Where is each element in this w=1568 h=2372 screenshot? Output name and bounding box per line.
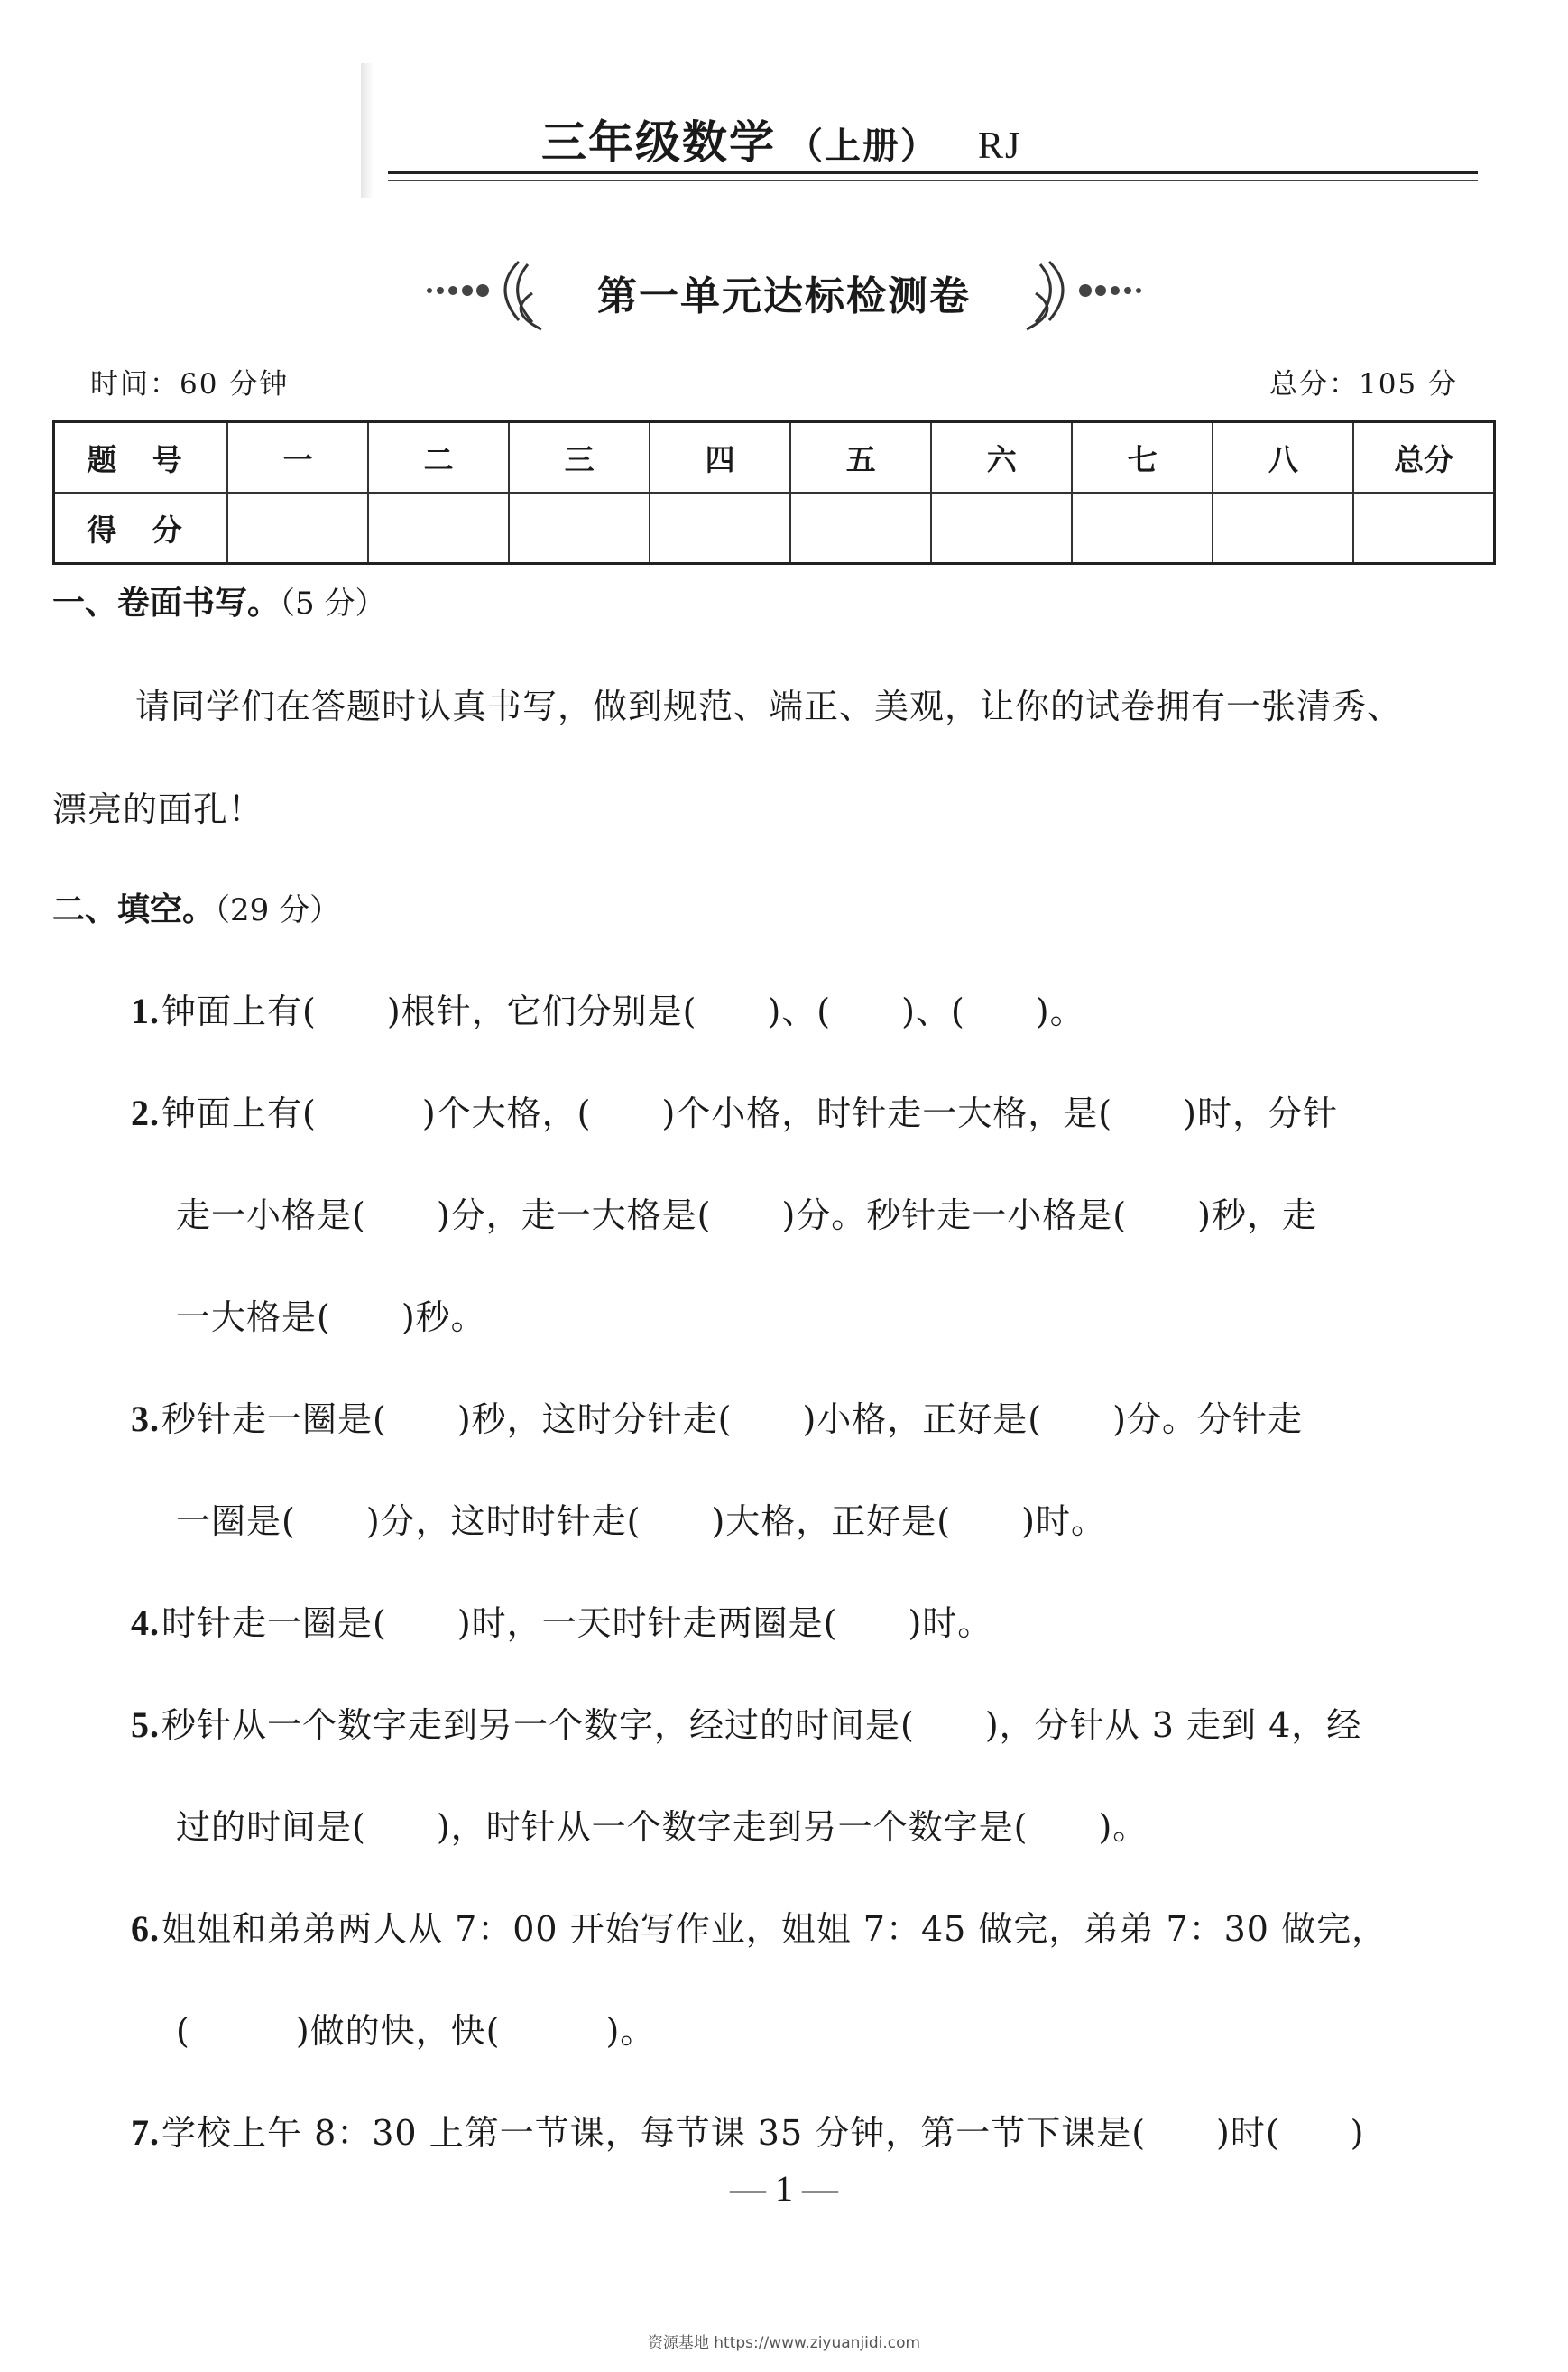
question-number: 2. <box>131 1093 160 1133</box>
section-1-heading <box>52 577 385 623</box>
page-number: — 1 — <box>730 2168 838 2209</box>
book-volume: （上册） <box>787 125 938 167</box>
row-label-question: 题 号 <box>54 422 228 494</box>
book-edition: RJ <box>978 125 1022 167</box>
row-label-score: 得 分 <box>54 493 228 564</box>
col-header-5: 五 <box>790 422 931 494</box>
book-title <box>541 106 1021 171</box>
question-number: 5. <box>131 1704 160 1745</box>
col-header-total: 总分 <box>1353 422 1494 494</box>
score-cell[interactable] <box>1213 493 1353 564</box>
col-header-8: 八 <box>1213 422 1353 494</box>
question-number: 4. <box>131 1602 160 1643</box>
col-header-4: 四 <box>650 422 790 494</box>
score-table <box>52 420 1496 565</box>
score-cell-total[interactable] <box>1353 493 1494 564</box>
question-6 <box>131 1901 1387 1951</box>
section-1-points: （5 分） <box>280 586 386 622</box>
header-shade <box>361 63 374 198</box>
section-1-title: 一、卷面书写。 <box>52 585 281 622</box>
question-4-text: 时针走一圈是( )时，一天时针走两圈是( )时。 <box>161 1603 993 1643</box>
score-table-header-row <box>54 422 1495 494</box>
col-header-7: 七 <box>1072 422 1213 494</box>
question-5-line-2: 过的时间是( )，时针从一个数字走到另一个数字是( )。 <box>176 1807 1148 1847</box>
score-table-score-row <box>54 493 1495 564</box>
question-4 <box>131 1595 992 1645</box>
col-header-3: 三 <box>509 422 650 494</box>
unit-title: 第一单元达标检测卷 <box>597 273 971 319</box>
question-2-line-3: 一大格是( )秒。 <box>176 1297 486 1337</box>
question-3-line-1: 秒针走一圈是( )秒，这时分针走( )小格，正好是( )分。分针走 <box>161 1399 1303 1439</box>
section-2-points: （29 分） <box>215 892 341 928</box>
question-2 <box>131 1085 1338 1135</box>
header-rule-thick <box>388 171 1478 174</box>
question-number: 1. <box>131 991 160 1031</box>
col-header-1: 一 <box>227 422 368 494</box>
section-1-line-2: 漂亮的面孔！ <box>52 789 264 829</box>
question-number: 6. <box>131 1908 160 1949</box>
question-7-text: 学校上午 8：30 上第一节课，每节课 35 分钟，第一节下课是( )时( ) <box>161 2113 1365 2153</box>
section-2-title: 二、填空。 <box>52 891 216 928</box>
score-cell[interactable] <box>509 493 650 564</box>
score-cell[interactable] <box>227 493 368 564</box>
question-2-line-1: 钟面上有( )个大格，( )个小格，时针走一大格，是( )时，分针 <box>161 1094 1338 1133</box>
question-number: 7. <box>131 2112 160 2153</box>
col-header-2: 二 <box>368 422 509 494</box>
question-6-line-2: ( )做的快，快( )。 <box>176 2011 656 2051</box>
book-title-text: 三年级数学 <box>541 115 776 169</box>
score-cell[interactable] <box>1072 493 1213 564</box>
score-cell[interactable] <box>790 493 931 564</box>
exam-total-score: 总分：105 分 <box>1268 368 1458 401</box>
score-cell[interactable] <box>931 493 1072 564</box>
question-5-line-1: 秒针从一个数字走到另一个数字，经过的时间是( )，分针从 3 走到 4，经 <box>161 1705 1362 1745</box>
question-3-line-2: 一圈是( )分，这时时针走( )大格，正好是( )时。 <box>176 1501 1106 1541</box>
question-number: 3. <box>131 1398 160 1439</box>
question-6-line-1: 姐姐和弟弟两人从 7：00 开始写作业，姐姐 7：45 做完，弟弟 7：30 做完， <box>161 1909 1388 1949</box>
exam-time: 时间：60 分钟 <box>90 368 290 401</box>
header-rule-thin <box>388 180 1478 181</box>
col-header-6: 六 <box>931 422 1072 494</box>
question-3 <box>131 1391 1303 1441</box>
section-2-heading <box>52 884 340 930</box>
question-1 <box>131 983 1085 1033</box>
question-1-text: 钟面上有( )根针，它们分别是( )、( )、( )。 <box>161 992 1085 1031</box>
section-1-line-1: 请同学们在答题时认真书写，做到规范、端正、美观，让你的试卷拥有一张清秀、 <box>135 687 1403 726</box>
watermark: 资源基地 https://www.ziyuanjidi.com <box>647 2334 921 2352</box>
question-7 <box>131 2105 1365 2155</box>
score-cell[interactable] <box>368 493 509 564</box>
question-5 <box>131 1697 1361 1747</box>
question-2-line-2: 走一小格是( )分，走一大格是( )分。秒针走一小格是( )秒，走 <box>176 1195 1317 1235</box>
score-cell[interactable] <box>650 493 790 564</box>
